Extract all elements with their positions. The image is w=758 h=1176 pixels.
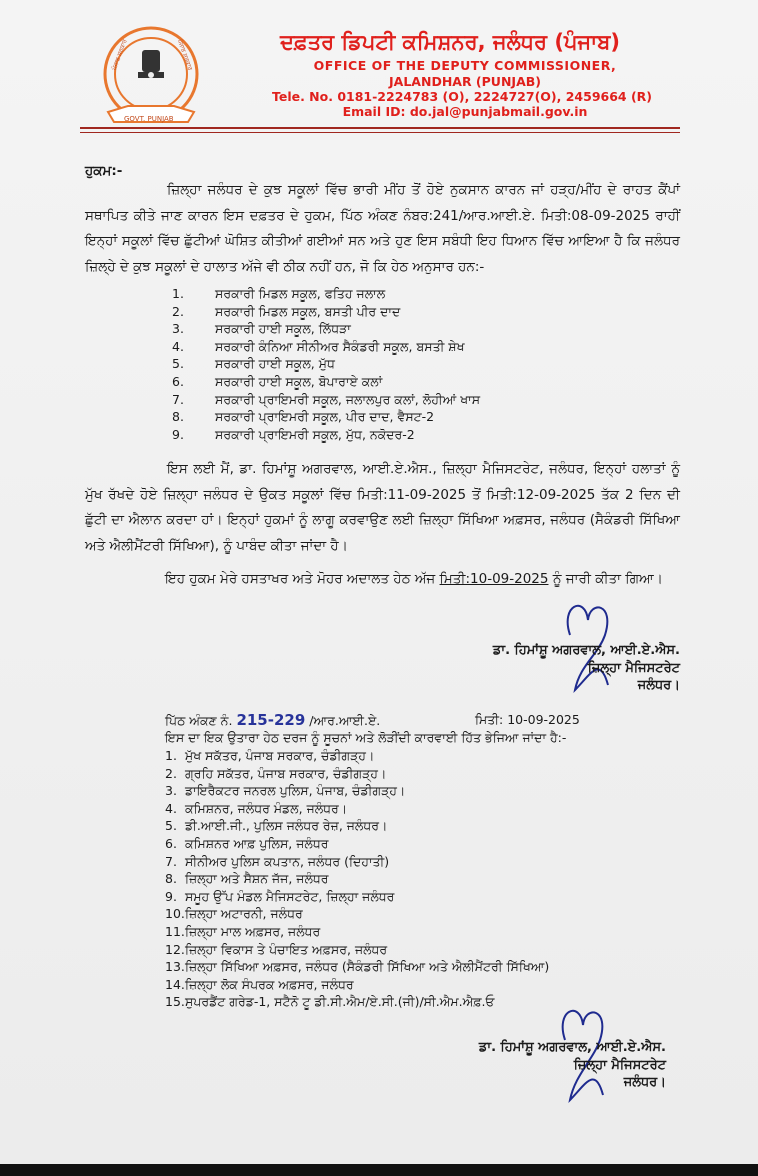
office-title-english: OFFICE OF THE DEPUTY COMMISSIONER, — [313, 58, 617, 73]
item-number: 2. — [172, 303, 184, 319]
list-item — [172, 320, 480, 338]
office-email: Email ID: do.jal@punjabmail.gov.in — [342, 104, 588, 119]
list-item — [165, 765, 549, 783]
item-text: ਸਮੂਹ ਉੱਪ ਮੰਡਲ ਮੈਜਿਸਟਰੇਟ, ਜ਼ਿਲ੍ਹਾ ਜਲੰਧਰ — [185, 888, 395, 904]
item-number: 7. — [165, 853, 177, 869]
signatory-name: ਡਾ. ਹਿਮਾਂਸ਼ੂ ਅਗਰਵਾਲ, ਆਈ.ਏ.ਐਸ. — [492, 643, 680, 658]
endorsement-ref — [165, 713, 380, 728]
recipients-list — [165, 747, 549, 1011]
schools-list — [172, 285, 480, 443]
header-divider — [80, 127, 680, 129]
signatory-designation: ਜ਼ਿਲ੍ਹਾ ਮੈਜਿਸਟਰੇਟ — [587, 660, 680, 676]
item-number: 6. — [172, 373, 184, 389]
list-item — [165, 941, 549, 959]
item-number: 3. — [165, 783, 177, 799]
item-text: ਸਰਕਾਰੀ ਮਿਡਲ ਸਕੂਲ, ਬਸਤੀ ਪੀਰ ਦਾਦ — [215, 303, 401, 319]
signature-block-1 — [493, 642, 680, 695]
item-text: ਸਰਕਾਰੀ ਪ੍ਰਾਇਮਰੀ ਸਕੂਲ, ਪੀਰ ਦਾਦ, ਵੈਸਟ-2 — [215, 409, 435, 425]
item-text: ਜ਼ਿਲ੍ਹਾ ਅਤੇ ਸੈਸ਼ਨ ਜੱਜ, ਜਲੰਧਰ — [185, 871, 329, 887]
list-item — [165, 870, 549, 888]
endorsement-intro: ਇਸ ਦਾ ਇਕ ਉਤਾਰਾ ਹੇਠ ਦਰਜ ਨੂੰ ਸੂਚਨਾਂ ਅਤੇ ਲੋੜੀਂਦੀ ਕਾਰਵਾਈ ਹਿੱਤ ਭੇਜਿਆ ਜਾਂਦਾ ਹੈ:- — [165, 730, 567, 745]
list-item — [165, 835, 549, 853]
list-item — [172, 391, 480, 409]
office-title-punjabi: ਦਫ਼ਤਰ ਡਿਪਟੀ ਕਮਿਸ਼ਨਰ, ਜਲੰਧਰ (ਪੰਜਾਬ) — [280, 30, 620, 54]
signatory-place: ਜਲੰਧਰ। — [623, 1075, 666, 1090]
signatory-name: ਡਾ. ਹਿਮਾਂਸ਼ੂ ਅਗਰਵਾਲ, ਆਈ.ਏ.ਐਸ. — [478, 1040, 666, 1055]
logo-text-left: ਪੰਜਾਬ ਸਰਕਾਰ — [110, 38, 129, 72]
item-number: 8. — [172, 409, 184, 425]
list-item — [172, 408, 480, 426]
ref-prefix: ਪਿੱਠ ਅੰਕਣ ਨੰ. — [165, 713, 233, 728]
item-number: 13. — [165, 959, 185, 975]
issue-line — [165, 573, 663, 587]
item-number: 2. — [165, 765, 177, 781]
order-heading: ਹੁਕਮ:- — [85, 163, 123, 179]
logo-ribbon-text: GOVT. PUNJAB — [124, 115, 174, 123]
office-phone: Tele. No. 0181-2224783 (O), 2224727(O), 2459664 (R) — [271, 89, 653, 104]
list-item — [172, 285, 480, 303]
item-number: 5. — [172, 356, 184, 372]
item-text: ਸਰਕਾਰੀ ਹਾਈ ਸਕੂਲ, ਮੁੱਧ — [215, 356, 335, 372]
item-number: 6. — [165, 835, 177, 851]
item-text: ਗ੍ਰਹਿ ਸਕੱਤਰ, ਪੰਜਾਬ ਸਰਕਾਰ, ਚੰਡੀਗੜ੍ਹ। — [185, 765, 387, 781]
issue-line-post: ਨੂੰ ਜਾਰੀ ਕੀਤਾ ਗਿਆ। — [552, 571, 663, 587]
item-number: 10. — [165, 906, 185, 922]
list-item — [165, 923, 549, 941]
item-text: ਜ਼ਿਲ੍ਹਾ ਅਟਾਰਨੀ, ਜਲੰਧਰ — [185, 906, 303, 922]
item-text: ਸਰਕਾਰੀ ਕੰਨਿਆ ਸੀਨੀਅਰ ਸੈਕੰਡਰੀ ਸਕੂਲ, ਬਸਤੀ ਸ਼ੇਖ — [215, 338, 465, 354]
item-number: 7. — [172, 391, 184, 407]
item-text: ਜ਼ਿਲ੍ਹਾ ਲੋਕ ਸੰਪਰਕ ਅਫ਼ਸਰ, ਜਲੰਧਰ — [185, 976, 354, 992]
item-number: 3. — [172, 321, 184, 337]
list-item — [165, 888, 549, 906]
signature-block-2 — [479, 1039, 666, 1092]
list-item — [165, 782, 549, 800]
item-text: ਕਮਿਸ਼ਨਰ ਆਫ਼ ਪੁਲਿਸ, ਜਲੰਧਰ — [185, 835, 329, 851]
list-item — [165, 747, 549, 765]
order-paragraph-1 — [85, 178, 680, 280]
list-item — [165, 976, 549, 994]
item-text: ਸੀਨੀਅਰ ਪੁਲਿਸ ਕਪਤਾਨ, ਜਲੰਧਰ (ਦਿਹਾਤੀ) — [185, 853, 390, 869]
item-number: 1. — [165, 748, 177, 763]
signatory-designation: ਜ਼ਿਲ੍ਹਾ ਮੈਜਿਸਟਰੇਟ — [573, 1057, 666, 1073]
endorsement-date: ਮਿਤੀ: 10-09-2025 — [475, 712, 580, 727]
item-text: ਕਮਿਸ਼ਨਰ, ਜਲੰਧਰ ਮੰਡਲ, ਜਲੰਧਰ। — [185, 800, 348, 816]
item-text: ਜ਼ਿਲ੍ਹਾ ਸਿੱਖਿਆ ਅਫ਼ਸਰ, ਜਲੰਧਰ (ਸੈਕੰਡਰੀ ਸਿੱਖਿਆ ਅਤੇ ਐਲੀਮੈਂਟਰੀ ਸਿੱਖਿਆ) — [185, 959, 550, 975]
item-number: 12. — [165, 941, 185, 957]
signatory-place: ਜਲੰਧਰ। — [637, 678, 680, 693]
item-number: 1. — [172, 286, 184, 301]
item-text: ਜ਼ਿਲ੍ਹਾ ਮਾਲ ਅਫ਼ਸਰ, ਜਲੰਧਰ — [185, 923, 321, 939]
order-paragraph-1-text: ਜ਼ਿਲ੍ਹਾ ਜਲੰਧਰ ਦੇ ਕੁਝ ਸਕੂਲਾਂ ਵਿੱਚ ਭਾਰੀ ਮੀਂਹ ਤੋਂ ਹੋਏ ਨੁਕਸਾਨ ਕਾਰਨ ਜਾਂ ਹੜ੍ਹ/ਮੀਂਹ ਦੇ ਰਾਹਤ ਕੈਂਪਾਂ ਸਥਾਪਿਤ ਕੀਤੇ ਜਾਣ ਕਾਰਨ ਇਸ ਦਫ਼ਤਰ ਦੇ ਹੁਕਮ, ਪਿੱਠ ਅੰਕਣ ਨੰਬਰ:241/ਆਰ.ਆਈ.ਏ. ਮਿਤੀ:08-09-2025 ਰਾਹੀਂ ਇਨ੍ਹਾਂ ਸਕੂਲਾਂ ਵਿੱਚ ਛੁੱਟੀਆਂ ਘੋਸ਼ਿਤ ਕੀਤੀਆਂ ਗਈਆਂ ਸਨ ਅਤੇ ਹੁਣ ਇਸ ਸਬੰਧੀ ਇਹ ਧਿਆਨ ਵਿੱਚ ਆਇਆ ਹੈ ਕਿ ਜਲੰਧਰ ਜ਼ਿਲ੍ਹੇ ਦੇ ਕੁਝ ਸਕੂਲਾਂ ਦੇ ਹਾਲਾਤ ਅੱਜੇ ਵੀ ਠੀਕ ਨਹੀਂ ਹਨ, ਜੋ ਕਿ ਹੇਠ ਅਨੁਸਾਰ ਹਨ:- — [85, 182, 680, 275]
list-item — [172, 338, 480, 356]
item-number: 15. — [165, 994, 185, 1010]
item-number: 8. — [165, 871, 177, 887]
list-item — [172, 303, 480, 321]
item-text: ਸਰਕਾਰੀ ਮਿਡਲ ਸਕੂਲ, ਫਤਿਹ ਜਲਾਲ — [215, 286, 386, 301]
list-item — [165, 905, 549, 923]
order-paragraph-2 — [85, 457, 680, 559]
list-item — [172, 373, 480, 391]
header-divider-thin — [80, 132, 680, 133]
list-item — [165, 853, 549, 871]
item-number: 11. — [165, 923, 185, 939]
item-number: 4. — [172, 338, 184, 354]
item-number: 5. — [165, 818, 177, 834]
item-text: ਸਰਕਾਰੀ ਪ੍ਰਾਇਮਰੀ ਸਕੂਲ, ਜਲਾਲਪੁਰ ਕਲਾਂ, ਲੋਹੀਆਂ ਖਾਸ — [215, 391, 481, 407]
ref-suffix: /ਆਰ.ਆਈ.ਏ. — [309, 713, 381, 728]
item-number: 9. — [165, 888, 177, 904]
item-text: ਡਾਇਰੈਕਟਰ ਜਨਰਲ ਪੁਲਿਸ, ਪੰਜਾਬ, ਚੰਡੀਗੜ੍ਹ। — [185, 783, 406, 799]
item-text: ਮੁੱਖ ਸਕੱਤਰ, ਪੰਜਾਬ ਸਰਕਾਰ, ਚੰਡੀਗੜ੍ਹ। — [185, 748, 375, 763]
list-item — [172, 355, 480, 373]
ref-number-handwritten: 215-229 — [236, 711, 306, 729]
item-text: ਸਰਕਾਰੀ ਹਾਈ ਸਕੂਲ, ਲਿੱਧੜਾ — [215, 321, 351, 337]
order-paragraph-2-text: ਇਸ ਲਈ ਮੈਂ, ਡਾ. ਹਿਮਾਂਸ਼ੂ ਅਗਰਵਾਲ, ਆਈ.ਏ.ਐਸ., ਜ਼ਿਲ੍ਹਾ ਮੈਜਿਸਟਰੇਟ, ਜਲੰਧਰ, ਇਨ੍ਹਾਂ ਹਲਾਤਾਂ ਨੂੰ ਮੁੱਖ ਰੱਖਦੇ ਹੋਏ ਜ਼ਿਲ੍ਹਾ ਜਲੰਧਰ ਦੇ ਉਕਤ ਸਕੂਲਾਂ ਵਿੱਚ ਮਿਤੀ:11-09-2025 ਤੋਂ ਮਿਤੀ:12-09-2025 ਤੱਕ 2 ਦਿਨ ਦੀ ਛੁੱਟੀ ਦਾ ਐਲਾਨ ਕਰਦਾ ਹਾਂ। ਇਨ੍ਹਾਂ ਹੁਕਮਾਂ ਨੂੰ ਲਾਗੂ ਕਰਵਾਉਣ ਲਈ ਜ਼ਿਲ੍ਹਾ ਸਿੱਖਿਆ ਅਫ਼ਸਰ, ਜਲੰਧਰ (ਸੈਕੰਡਰੀ ਸਿੱਖਿਆ ਅਤੇ ਐਲੀਮੈਂਟਰੀ ਸਿੱਖਿਆ), ਨੂੰ ਪਾਬੰਦ ਕੀਤਾ ਜਾਂਦਾ ਹੈ। — [85, 461, 680, 554]
list-item — [165, 993, 549, 1011]
item-text: ਸਰਕਾਰੀ ਪ੍ਰਾਇਮਰੀ ਸਕੂਲ, ਮੁੱਧ, ਨਕੋਦਰ-2 — [215, 426, 415, 442]
item-text: ਡੀ.ਆਈ.ਜੀ., ਪੁਲਿਸ ਜਲੰਧਰ ਰੇਜ਼, ਜਲੰਧਰ। — [185, 818, 388, 834]
item-number: 9. — [172, 426, 184, 442]
office-location: JALANDHAR (PUNJAB) — [389, 74, 541, 89]
list-item — [165, 817, 549, 835]
item-number: 14. — [165, 976, 185, 992]
bottom-edge — [0, 1164, 758, 1176]
issue-line-pre: ਇਹ ਹੁਕਮ ਮੇਰੇ ਹਸਤਾਖਰ ਅਤੇ ਮੋਹਰ ਅਦਾਲਤ ਹੇਠ ਅੱਜ — [165, 571, 436, 587]
logo-text-right: ਪੰਜਾਬ ਸਰਕਾਰ — [175, 38, 194, 72]
issue-date: ਮਿਤੀ:10-09-2025 — [439, 571, 549, 587]
list-item — [165, 800, 549, 818]
item-text: ਜ਼ਿਲ੍ਹਾ ਵਿਕਾਸ ਤੇ ਪੰਚਾਇਤ ਅਫ਼ਸਰ, ਜਲੰਧਰ — [185, 941, 388, 957]
item-number: 4. — [165, 800, 177, 816]
list-item — [172, 426, 480, 444]
list-item — [165, 958, 549, 976]
item-text: ਸਰਕਾਰੀ ਹਾਈ ਸਕੂਲ, ਬੋਪਾਰਾਏ ਕਲਾਂ — [215, 373, 383, 389]
item-text: ਸੁਪਰਡੈਂਟ ਗਰੇਡ-1, ਸਟੈਨੋ ਟੂ ਡੀ.ਸੀ.ਐਮ/ਏ.ਸੀ.(ਜੀ)/ਸੀ.ਐਮ.ਐਫ਼.ਓ — [185, 994, 495, 1010]
